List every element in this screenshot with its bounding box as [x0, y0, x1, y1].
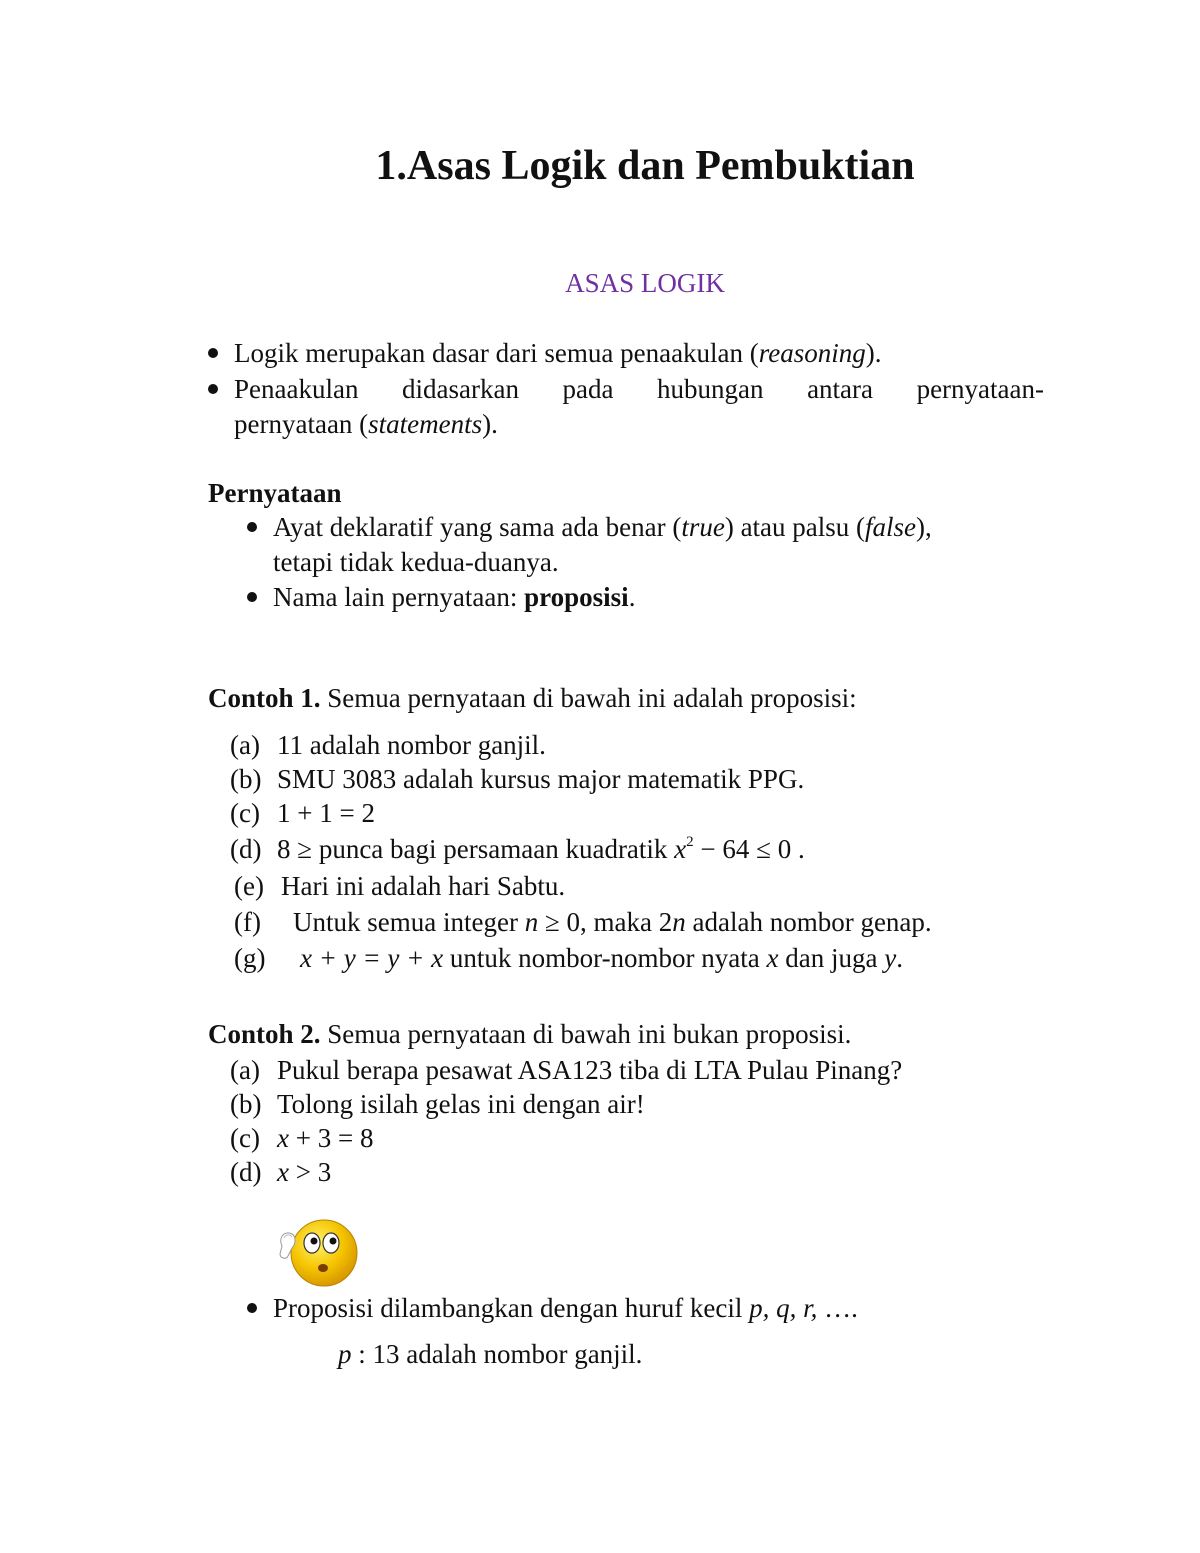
bullet-icon: [247, 522, 257, 532]
bullet-icon: [247, 592, 257, 602]
intro-bullet-1: Logik merupakan dasar dari semua penaakulan (reasoning).: [234, 338, 882, 368]
contoh1-label-f: (f): [234, 907, 261, 937]
contoh2-heading: Contoh 2. Semua pernyataan di bawah ini bukan proposisi.: [208, 1019, 852, 1049]
pernyataan-bullet-1-line2: tetapi tidak kedua-duanya.: [273, 547, 559, 577]
contoh2-label-c: (c): [230, 1123, 260, 1153]
contoh1-item-c: 1 + 1 = 2: [277, 798, 375, 828]
contoh2-item-b: Tolong isilah gelas ini dengan air!: [277, 1089, 645, 1119]
pernyataan-bullet-1: Ayat deklaratif yang sama ada benar (true) atau palsu (false),: [273, 512, 932, 542]
contoh2-item-d: x > 3: [277, 1157, 332, 1187]
pernyataan-heading: Pernyataan: [208, 478, 342, 508]
contoh1-label-c: (c): [230, 798, 260, 828]
bullet-icon: [247, 1303, 257, 1313]
contoh1-item-e: Hari ini adalah hari Sabtu.: [281, 871, 566, 901]
contoh1-heading: Contoh 1. Semua pernyataan di bawah ini adalah proposisi:: [208, 683, 857, 713]
contoh1-item-b: SMU 3083 adalah kursus major matematik PPG.: [277, 764, 805, 794]
contoh1-label-e: (e): [234, 871, 264, 901]
contoh1-item-d: 8 ≥ punca bagi persamaan kuadratik $x^2 - 64 \le 0$ .: [277, 834, 805, 864]
proposition-example: p : 13 adalah nombor ganjil.: [338, 1339, 643, 1369]
contoh2-label-d: (d): [230, 1157, 262, 1187]
pernyataan-bullet-2: Nama lain pernyataan: proposisi.: [273, 582, 636, 612]
contoh2-label-b: (b): [230, 1089, 262, 1119]
section-subtitle: ASAS LOGIK: [565, 268, 725, 298]
contoh2-item-c: x + 3 = 8: [277, 1123, 374, 1153]
contoh1-label-d: (d): [230, 834, 262, 864]
intro-bullet-2-line2: pernyataan (statements).: [234, 409, 498, 439]
contoh1-label-g: (g): [234, 943, 266, 973]
contoh1-item-g: x + y = y + x untuk nombor-nombor nyata x dan juga y.: [300, 943, 903, 973]
contoh1-label-a: (a): [230, 730, 260, 760]
contoh2-item-a: Pukul berapa pesawat ASA123 tiba di LTA Pulau Pinang?: [277, 1055, 903, 1085]
bullet-icon: [208, 348, 218, 358]
thinking-smiley-icon: [274, 1216, 364, 1288]
contoh1-label-b: (b): [230, 764, 262, 794]
bullet-icon: [208, 384, 218, 394]
intro-bullet-2-line1: Penaakulan didasarkan pada hubungan antara pernyataan-: [234, 374, 1044, 404]
contoh1-item-a: 11 adalah nombor ganjil.: [277, 730, 546, 760]
page-title: 1.Asas Logik dan Pembuktian: [375, 143, 915, 189]
contoh1-item-f: Untuk semua integer n ≥ 0, maka 2n adalah nombor genap.: [293, 907, 932, 937]
closing-bullet: Proposisi dilambangkan dengan huruf kecil p, q, r, ….: [273, 1293, 858, 1323]
contoh2-label-a: (a): [230, 1055, 260, 1085]
